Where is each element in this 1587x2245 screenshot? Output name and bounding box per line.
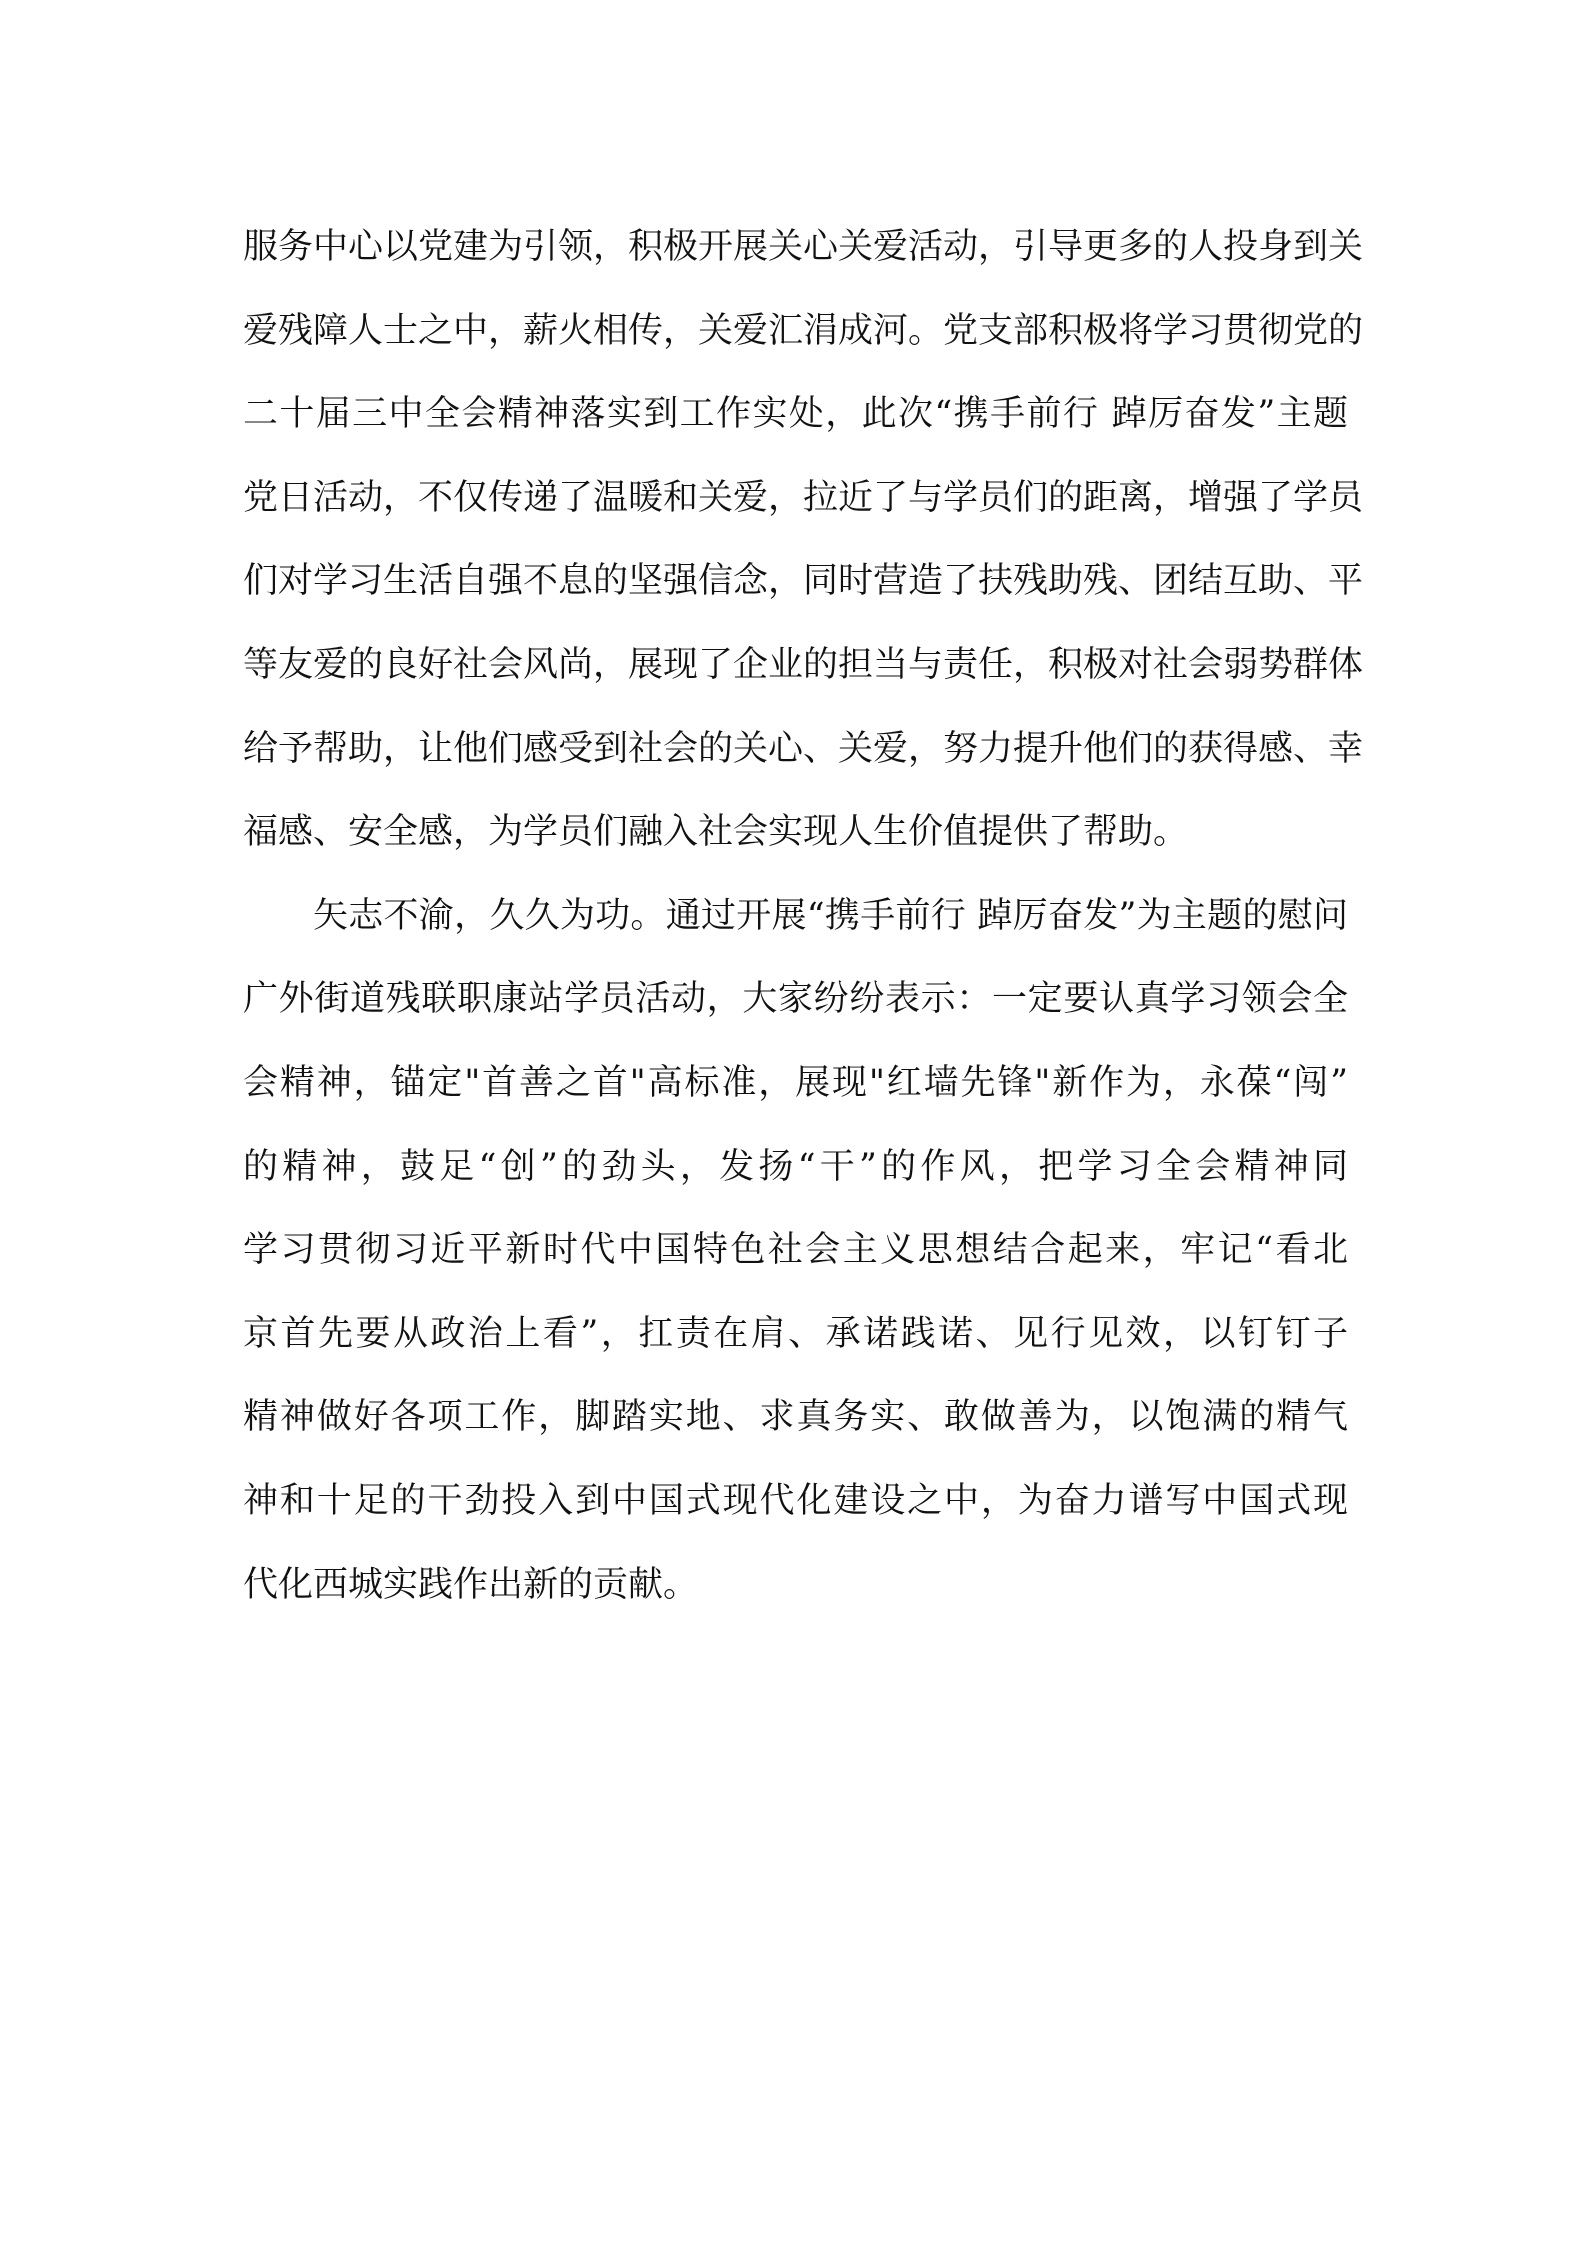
paragraph-line: 的精神，鼓足“创”的劲头，发扬“干”的作风，把学习全会精神同 xyxy=(243,1146,1348,1187)
paragraph-line: 会精神，锚定"首善之首"高标准，展现"红墙先锋"新作为，永葆“闯” xyxy=(243,1062,1348,1103)
paragraph-line: 服务中心以党建为引领，积极开展关心关爱活动，引导更多的人投身到关 xyxy=(243,227,1364,267)
paragraph-line: 福感、安全感，为学员们融入社会实现人生价值提供了帮助。 xyxy=(243,812,1189,853)
paragraph-line: 二十届三中全会精神落实到工作实处，此次“携手前行 踔厉奋发”主题 xyxy=(243,394,1348,435)
paragraph-line: 等友爱的良好社会风尚，展现了企业的担当与责任，积极对社会弱势群体 xyxy=(243,644,1364,685)
document-body xyxy=(243,206,1364,1627)
paragraph-line: 爱残障人士之中，薪火相传，关爱汇涓成河。党支部积极将学习贯彻党的 xyxy=(243,310,1364,351)
paragraph-line: 京首先要从政治上看”，扛责在肩、承诺践诺、见行见效，以钉钉子 xyxy=(243,1313,1348,1354)
paragraph-line: 矢志不渝，久久为功。通过开展“携手前行 踔厉奋发”为主题的慰问 xyxy=(313,895,1348,936)
paragraph-line: 们对学习生活自强不息的坚强信念，同时营造了扶残助残、团结互助、平 xyxy=(243,561,1364,602)
paragraph-line: 学习贯彻习近平新时代中国特色社会主义思想结合起来，牢记“看北 xyxy=(243,1230,1348,1271)
paragraph-line: 神和十足的干劲投入到中国式现代化建设之中，为奋力谱写中国式现 xyxy=(243,1480,1348,1521)
paragraph-line: 广外街道残联职康站学员活动，大家纷纷表示：一定要认真学习领会全 xyxy=(243,979,1348,1020)
paragraph-line: 精神做好各项工作，脚踏实地、求真务实、敢做善为，以饱满的精气 xyxy=(243,1397,1348,1438)
paragraph-line: 给予帮助，让他们感受到社会的关心、关爱，努力提升他们的获得感、幸 xyxy=(243,728,1364,769)
paragraph-1 xyxy=(243,206,1364,875)
paragraph-line: 代化西城实践作出新的贡献。 xyxy=(243,1564,699,1605)
paragraph-2 xyxy=(243,875,1348,1627)
paragraph-line: 党日活动，不仅传递了温暖和关爱，拉近了与学员们的距离，增强了学员 xyxy=(243,477,1364,518)
